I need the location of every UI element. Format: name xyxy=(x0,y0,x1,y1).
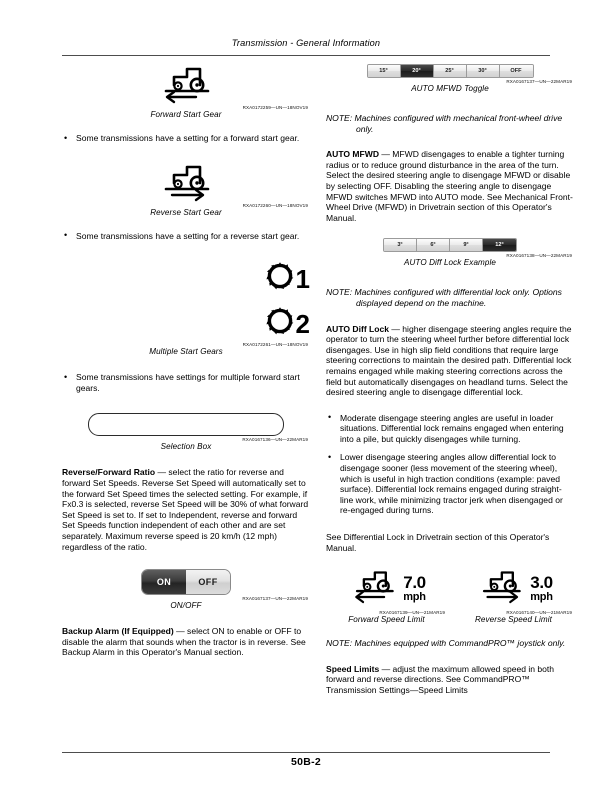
figure-multiple-start-gears xyxy=(62,261,310,356)
forward-speed-readout xyxy=(403,574,426,603)
bullet-reverse-start-gear: • Some transmissions have a setting for a reverse start gear. xyxy=(62,231,310,242)
figure-caption: Forward Start Gear xyxy=(150,110,222,119)
difflock-option-12[interactable]: 12° xyxy=(483,239,516,251)
gear-two-group xyxy=(265,306,310,341)
term-auto-mfwd: AUTO MFWD xyxy=(326,149,380,160)
term-auto-diff-lock: AUTO Diff Lock xyxy=(326,323,389,334)
figure-id: RXA0167140—UN—21MAR19 xyxy=(506,610,572,616)
mfwd-option-off[interactable]: OFF xyxy=(500,65,533,77)
figure-forward-start-gear xyxy=(62,64,310,119)
gear-one-group xyxy=(265,261,310,296)
onoff-toggle[interactable] xyxy=(141,569,231,595)
difflock-option-6[interactable]: 6° xyxy=(417,239,450,251)
reverse-speed-unit: mph xyxy=(530,591,553,604)
gear-number-label: 1 xyxy=(295,263,310,294)
mfwd-option-15[interactable]: 15° xyxy=(368,65,401,77)
figure-speed-limits xyxy=(326,568,574,624)
mfwd-option-30[interactable]: 30° xyxy=(467,65,500,77)
note-commandpro: NOTE: Machines equipped with CommandPRO™ joystick only. xyxy=(326,638,566,649)
figure-id: RXA0167138—UN—22MAR19 xyxy=(506,253,572,259)
selection-box[interactable] xyxy=(88,413,284,436)
figure-onoff-toggle xyxy=(62,569,310,610)
figure-auto-diff-lock xyxy=(326,238,574,267)
onoff-option-on[interactable]: ON xyxy=(142,570,186,594)
figure-caption: Reverse Start Gear xyxy=(150,207,222,217)
onoff-option-off[interactable]: OFF xyxy=(186,570,230,594)
mfwd-option-25[interactable]: 25° xyxy=(434,65,467,77)
term-reverse-forward-ratio: Reverse/Forward Ratio xyxy=(62,467,156,478)
figure-caption: Multiple Start Gears xyxy=(149,347,223,357)
figure-caption: AUTO MFWD Toggle xyxy=(411,84,489,93)
term-body: — higher disengage steering angles require the operator to turn the steering wheel further before differential lock disengages. Use in high slip field conditions that require large steering corrections to maintain the desired path. Differential lock remains engaged while making steering corrections across the field but automatically disengages on headland turns. Select the desired steering angle to disengage differential lock. xyxy=(326,323,572,398)
reverse-speed-value: 3.0 xyxy=(530,573,553,593)
left-column xyxy=(62,64,310,667)
auto-mfwd-toggle[interactable] xyxy=(367,64,534,78)
figure-id: RXA0167136—UN—22MAR19 xyxy=(242,437,308,443)
term-backup-alarm: Backup Alarm (If Equipped) xyxy=(62,626,174,637)
difflock-option-9[interactable]: 9° xyxy=(450,239,483,251)
figure-id: RXA0172260—UN—18NOV19 xyxy=(242,202,308,208)
mfwd-option-20[interactable]: 20° xyxy=(401,65,434,77)
bullet-moderate-angles: • Moderate disengage steering angles are useful in loader situations. Differential lock remains engaged when entering into a pile, but quickly disengages while turning. xyxy=(326,413,574,445)
right-column xyxy=(326,64,574,705)
reverse-speed-readout xyxy=(530,574,553,603)
figure-caption: Selection Box xyxy=(160,442,212,452)
term-speed-limits: Speed Limits xyxy=(326,663,380,674)
term-body: — select the ratio for reverse and forward Set Speeds. Reverse Set Speed will automatically set to the forward Set Speed times the selected setting. For example, if Fx0.3 is selected, reverse Set Speed will be 30% of what forward Set Speed is set to. If set to Independent, reverse and forward Set Speeds function independent of each other and are set separately. Maximum reverse speed is 20 km/h (12 mph) regardless of the ratio. xyxy=(62,467,309,552)
figure-caption: AUTO Diff Lock Example xyxy=(403,258,496,268)
figure-forward-speed-limit xyxy=(326,568,447,624)
paragraph-auto-mfwd xyxy=(326,149,574,223)
paragraph-reverse-forward-ratio xyxy=(62,467,310,552)
term-body: — adjust the maximum allowed speed in both forward and reverse directions. See CommandPRO™ Transmission Settings—Speed Limits xyxy=(326,663,555,695)
paragraph-auto-diff-lock xyxy=(326,324,574,398)
figure-id: RXA0172259—UN—18NOV19 xyxy=(242,105,308,110)
note-diff-lock: NOTE: Machines configured with differential lock only. Options displayed depend on the machine. xyxy=(326,287,562,308)
term-body: — select ON to enable or OFF to disable the alarm that sounds when the tractor is in reverse. See Backup Alarm in this Operator's Manual section. xyxy=(62,626,306,658)
gear-icon xyxy=(265,261,295,296)
figure-id: RXA0167137—UN—22MAR19 xyxy=(242,596,308,602)
bullet-forward-start-gear: • Some transmissions have a setting for a forward start gear. xyxy=(62,133,310,144)
gear-number-label: 2 xyxy=(295,308,310,339)
figure-id: RXA0167137—UN—22MAR19 xyxy=(506,79,572,84)
tractor-left-arrow-icon xyxy=(62,64,310,104)
paragraph-backup-alarm xyxy=(62,626,310,658)
figure-caption: Forward Speed Limit xyxy=(348,615,425,625)
tractor-right-arrow-icon xyxy=(62,162,310,202)
auto-diff-lock-toggle[interactable] xyxy=(383,238,517,252)
footer-divider xyxy=(62,752,550,753)
bullet-multiple-start-gears: • Some transmissions have settings for multiple forward start gears. xyxy=(62,372,310,393)
figure-id: RXA0167139—UN—21MAR19 xyxy=(379,610,445,616)
note-mfwd: NOTE: Machines configured with mechanical front-wheel drive only. xyxy=(326,113,563,134)
tractor-left-arrow-icon xyxy=(347,568,401,609)
figure-reverse-start-gear xyxy=(62,162,310,217)
figure-caption: ON/OFF xyxy=(170,601,202,611)
gear-icon xyxy=(265,306,295,341)
forward-speed-unit: mph xyxy=(403,591,426,604)
figure-id: RXA0172261—UN—18NOV19 xyxy=(242,342,308,348)
figure-caption: Reverse Speed Limit xyxy=(474,615,553,625)
bullet-lower-angles: • Lower disengage steering angles allow differential lock to disengage sooner (less movement of the steering wheel), which is useful in high traction conditions (example: paved surface). Differential lock remains engaged during straight-line work, while minimizing tractor jerk when disengaged or re-engaged during turns. xyxy=(326,452,574,516)
figure-selection-box xyxy=(62,413,310,451)
paragraph-speed-limits xyxy=(326,664,574,696)
page-header-title: Transmission - General Information xyxy=(231,38,381,48)
figure-reverse-speed-limit xyxy=(453,568,574,624)
figure-auto-mfwd-toggle xyxy=(326,64,574,93)
tractor-right-arrow-icon xyxy=(474,568,528,609)
term-body: — MFWD disengages to enable a tighter turning radius or to reduce ground disturbance in the area of the turn. Select the desired steering angle to disengage MFWD or disable by selecting OFF. Disabling the steering angle to disengage MFWD switches MFWD into AUTO mode. See Mechanical Front-Wheel Drive (MFWD) in Drivetrain section of this Operator's Manual. xyxy=(326,149,573,223)
paragraph-see-differential-lock: See Differential Lock in Drivetrain section of this Operator's Manual. xyxy=(326,532,550,553)
forward-speed-value: 7.0 xyxy=(403,573,426,593)
header-divider xyxy=(62,55,550,56)
difflock-option-3[interactable]: 3° xyxy=(384,239,417,251)
page-number: 50B-2 xyxy=(290,756,322,768)
